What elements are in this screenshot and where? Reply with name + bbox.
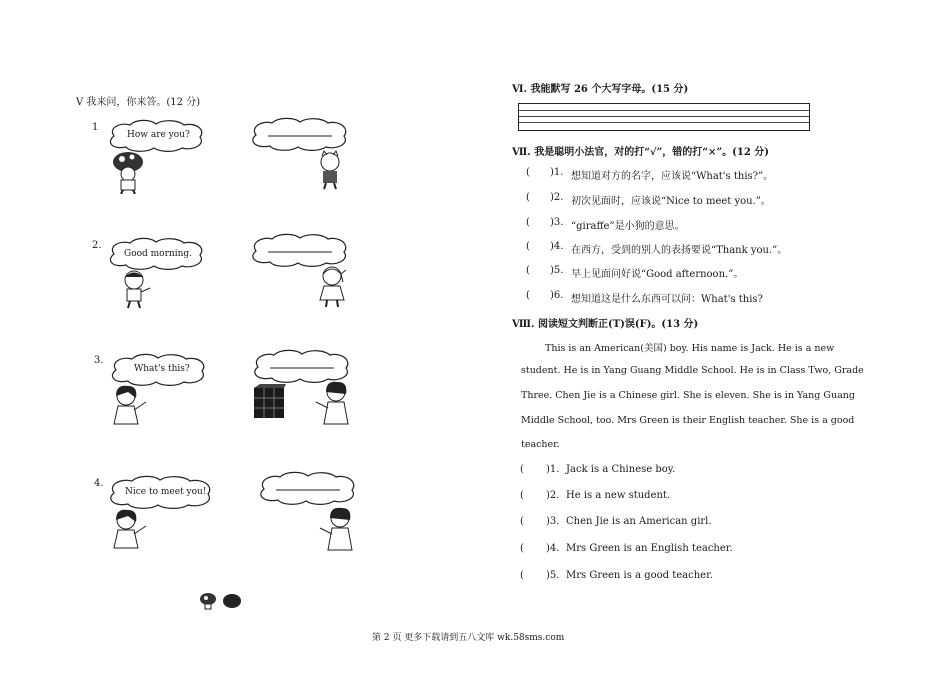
item-text: 想知道对方的名字，应该说“What's this?”。: [571, 171, 774, 182]
question-number: 3.: [94, 355, 104, 366]
item-text: “giraffe”是小狗的意思。: [571, 221, 685, 232]
item-text: Chen Jie is an American girl.: [566, 516, 712, 527]
item-text: 想知道这是什么东西可以问：What's this?: [571, 294, 763, 305]
answer-paren[interactable]: (: [520, 490, 524, 501]
item-number: )4.: [546, 543, 560, 554]
item-number: )6.: [550, 290, 564, 301]
boy-character-illustration: [118, 268, 154, 310]
passage-line: This is an American(美国) boy. His name is Jack. He is a new: [545, 343, 835, 354]
passage-line: Middle School, too. Mrs Green is their English teacher. She is a good: [521, 415, 855, 426]
empty-speech-bubble: [246, 116, 352, 154]
passage-line: teacher.: [521, 439, 560, 450]
answer-paren[interactable]: (: [520, 464, 524, 475]
bubble-text: How are you?: [127, 130, 190, 140]
section-5-title: V 我来问，你来答。(12 分): [76, 97, 201, 108]
bubble-text: Nice to meet you!: [125, 487, 207, 497]
answer-paren[interactable]: (: [520, 516, 524, 527]
cat-character-illustration: [310, 150, 350, 190]
girl-character-illustration: [312, 264, 352, 308]
woman-character-illustration: [312, 380, 356, 426]
answer-paren[interactable]: (: [526, 192, 530, 203]
mushroom-character-illustration: [108, 150, 148, 194]
answer-paren[interactable]: (: [526, 290, 530, 301]
question-number: 4.: [94, 478, 104, 489]
answer-paren[interactable]: (: [526, 241, 530, 252]
answer-paren[interactable]: (: [526, 167, 530, 178]
item-number: )3.: [550, 217, 564, 228]
section-8-title: Ⅷ. 阅读短文判断正(T)误(F)。(13 分): [512, 319, 699, 330]
item-text: 初次见面时，应该说“Nice to meet you.”。: [571, 196, 771, 207]
box-object-illustration: [252, 384, 286, 420]
item-text: Mrs Green is a good teacher.: [566, 570, 713, 581]
item-text: Jack is a Chinese boy.: [566, 464, 676, 475]
question-number: 1: [92, 122, 99, 133]
item-number: )2.: [550, 192, 564, 203]
bubble-text: Good morning.: [124, 249, 192, 259]
answer-paren[interactable]: (: [526, 217, 530, 228]
item-text: Mrs Green is an English teacher.: [566, 543, 733, 554]
item-number: )5.: [546, 570, 560, 581]
item-number: )2.: [546, 490, 560, 501]
section-7-title: Ⅶ. 我是聪明小法官，对的打“√”，错的打“×”。(12 分): [512, 147, 770, 158]
item-number: )3.: [546, 516, 560, 527]
item-text: 在西方，受到的别人的表扬要说“Thank you.”。: [571, 245, 788, 256]
item-number: )1.: [550, 167, 564, 178]
answer-paren[interactable]: (: [520, 570, 524, 581]
writing-grid[interactable]: [518, 103, 810, 131]
section-6-title: Ⅵ. 我能默写 26 个大写字母。(15 分): [512, 84, 689, 95]
answer-paren[interactable]: (: [526, 265, 530, 276]
item-number: )1.: [546, 464, 560, 475]
item-text: 早上见面问好说“Good afternoon.”。: [571, 269, 744, 280]
girl-pointing-illustration: [108, 384, 156, 426]
item-text: He is a new student.: [566, 490, 671, 501]
item-number: )4.: [550, 241, 564, 252]
item-number: )5.: [550, 265, 564, 276]
woman-character-illustration: [316, 506, 360, 552]
passage-line: student. He is in Yang Guang Middle School. He is in Class Two, Grade: [521, 365, 864, 376]
girl-pointing-illustration: [108, 508, 156, 550]
bubble-text: What's this?: [134, 364, 190, 374]
answer-paren[interactable]: (: [520, 543, 524, 554]
passage-line: Three. Chen Jie is a Chinese girl. She is eleven. She is in Yang Guang: [521, 390, 855, 401]
decorative-figures-illustration: [198, 592, 244, 610]
question-number: 2.: [92, 240, 102, 251]
page-footer: 第 2 页 更多下载请到五八文库 wk.58sms.com: [372, 633, 565, 643]
empty-speech-bubble: [254, 470, 360, 508]
